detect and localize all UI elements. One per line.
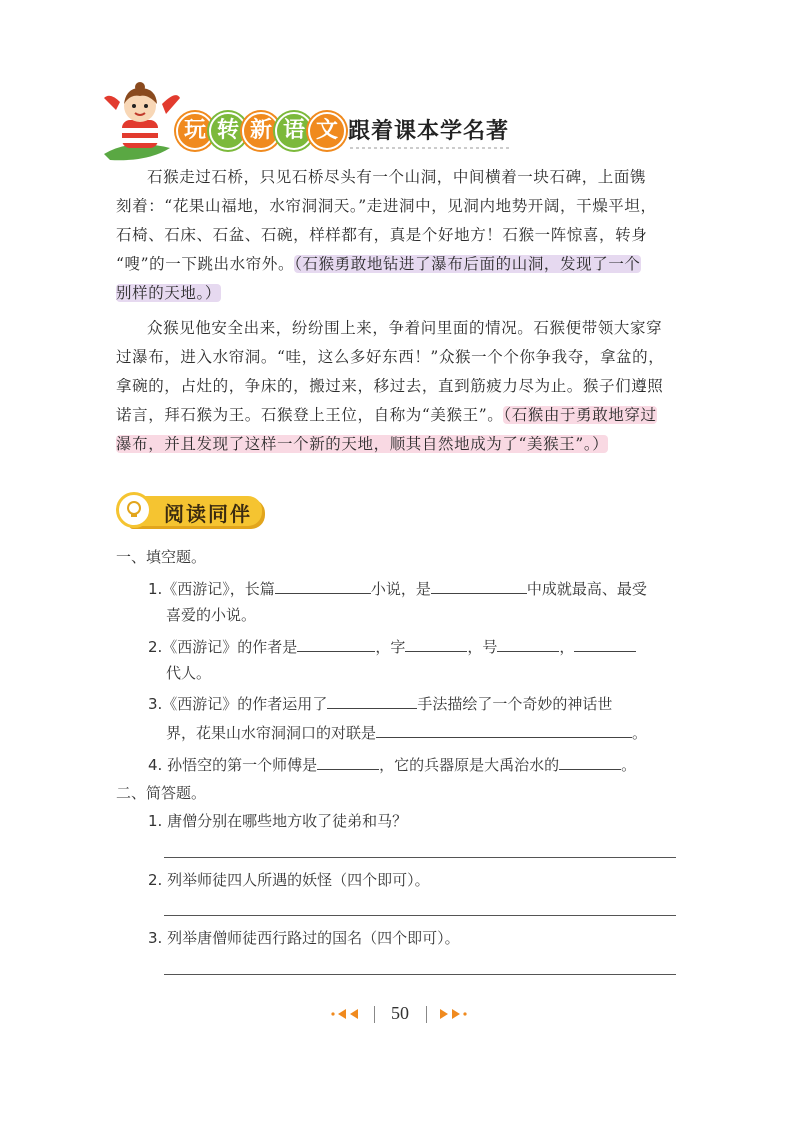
- section-subtitle: 跟着课本学名著: [348, 119, 510, 144]
- answer-blank[interactable]: [297, 636, 375, 652]
- annotation-highlight: （石猴勇敢地钻进了瀑布后面的山洞，发现了一个: [294, 255, 641, 273]
- story-line: 众猴见他安全出来，纷纷围上来，争着问里面的情况。石猴便带领大家穿: [147, 319, 663, 337]
- answer-blank[interactable]: [559, 754, 621, 770]
- question-3-line1: [148, 693, 612, 714]
- answer-line[interactable]: [164, 857, 676, 858]
- question-text: 界，花果山水帘洞洞口的对联是: [166, 724, 377, 742]
- question-text: 手法描绘了一个奇妙的神话世: [417, 695, 613, 713]
- story-line: 石椅、石床、石盆、石碗，样样都有，真是个好地方！石猴一阵惊喜，转身: [116, 226, 648, 244]
- question-text: 小说，是: [370, 580, 431, 598]
- story-line: 过瀑布，进入水帘洞。“哇，这么多好东西！”众猴一个个你争我夺，拿盆的，: [116, 348, 665, 366]
- question-1-line2: 喜爱的小说。: [166, 606, 257, 624]
- next-arrow-icon: [434, 1008, 468, 1020]
- answer-blank[interactable]: [497, 636, 559, 652]
- short-answer-section-title: 二、简答题。: [116, 784, 207, 802]
- answer-line[interactable]: [164, 915, 676, 916]
- wanzhuan-xinyuwen-badge: [176, 112, 344, 148]
- question-text: ，字: [375, 638, 406, 656]
- brand-char: 语: [275, 112, 313, 150]
- story-line: [116, 279, 691, 308]
- question-text: ，号: [467, 638, 498, 656]
- story-line: 石猴走过石桥，只见石桥尽头有一个山洞，中间横着一块石碑，上面镌: [147, 168, 647, 186]
- question-text: 1.《西游记》，长篇: [148, 580, 275, 598]
- brand-char: 文: [308, 112, 346, 150]
- question-4-line1: [148, 754, 636, 775]
- question-text: ，它的兵器原是大禹治水的: [379, 756, 560, 774]
- story-text: 诺言，拜石猴为王。石猴登上王位，自称为“美猴王”。: [116, 406, 504, 424]
- answer-blank[interactable]: [405, 636, 467, 652]
- answer-blank[interactable]: [376, 722, 632, 738]
- story-text: “嗖”的一下跳出水帘外。: [116, 255, 295, 273]
- answer-blank[interactable]: [317, 754, 379, 770]
- question-1-line1: [148, 578, 647, 599]
- story-line: [116, 401, 691, 430]
- question-text: 。: [632, 724, 648, 742]
- question-text: 。: [621, 756, 637, 774]
- brand-char: 新: [242, 112, 280, 150]
- question-2-line2: 代人。: [166, 664, 212, 682]
- question-3-line2: [166, 722, 647, 743]
- question-2-line1: [148, 636, 636, 657]
- answer-line[interactable]: [164, 974, 676, 975]
- reading-companion-banner: [116, 492, 264, 530]
- fill-blank-section-title: 一、填空题。: [116, 548, 207, 566]
- annotation-highlight: （石猴由于勇敢地穿过: [503, 406, 657, 424]
- answer-blank[interactable]: [431, 578, 527, 594]
- question-text: ，: [559, 638, 575, 656]
- story-line: [116, 250, 691, 279]
- brand-char: 玩: [176, 112, 214, 150]
- short-question-2: 2. 列举师徒四人所遇的妖怪（四个即可）。: [148, 871, 430, 889]
- page-footer: [330, 1003, 470, 1027]
- footer-divider: [374, 1006, 375, 1023]
- decorative-dots: [350, 145, 510, 151]
- story-line: [116, 430, 691, 459]
- brand-char: 转: [209, 112, 247, 150]
- annotation-highlight: 瀑布，并且发现了这样一个新的天地，顺其自然地成为了“美猴王”。）: [116, 435, 609, 453]
- answer-blank[interactable]: [574, 636, 636, 652]
- page-number: 50: [391, 1003, 409, 1023]
- prev-arrow-icon: [330, 1008, 364, 1020]
- cartoon-girl-mascot-icon: [100, 82, 182, 162]
- reading-section-title: 阅读同伴: [164, 502, 252, 526]
- story-line: 拿碗的，占灶的，争床的，搬过来，移过去，直到筋疲力尽为止。猴子们遵照: [116, 377, 664, 395]
- question-text: 中成就最高、最受: [526, 580, 647, 598]
- story-line: 刻着：“花果山福地，水帘洞洞天。”走进洞中，见洞内地势开阔，干燥平坦，: [116, 197, 657, 215]
- lightbulb-icon: [116, 492, 152, 528]
- short-question-1: 1. 唐僧分别在哪些地方收了徒弟和马？: [148, 812, 408, 830]
- short-question-3: 3. 列举唐僧师徒西行路过的国名（四个即可）。: [148, 929, 460, 947]
- answer-blank[interactable]: [327, 693, 417, 709]
- question-text: 4. 孙悟空的第一个师傅是: [148, 756, 318, 774]
- answer-blank[interactable]: [275, 578, 371, 594]
- footer-divider: [426, 1006, 427, 1023]
- question-text: 3.《西游记》的作者运用了: [148, 695, 328, 713]
- annotation-highlight: 别样的天地。）: [116, 284, 221, 302]
- question-text: 2.《西游记》的作者是: [148, 638, 298, 656]
